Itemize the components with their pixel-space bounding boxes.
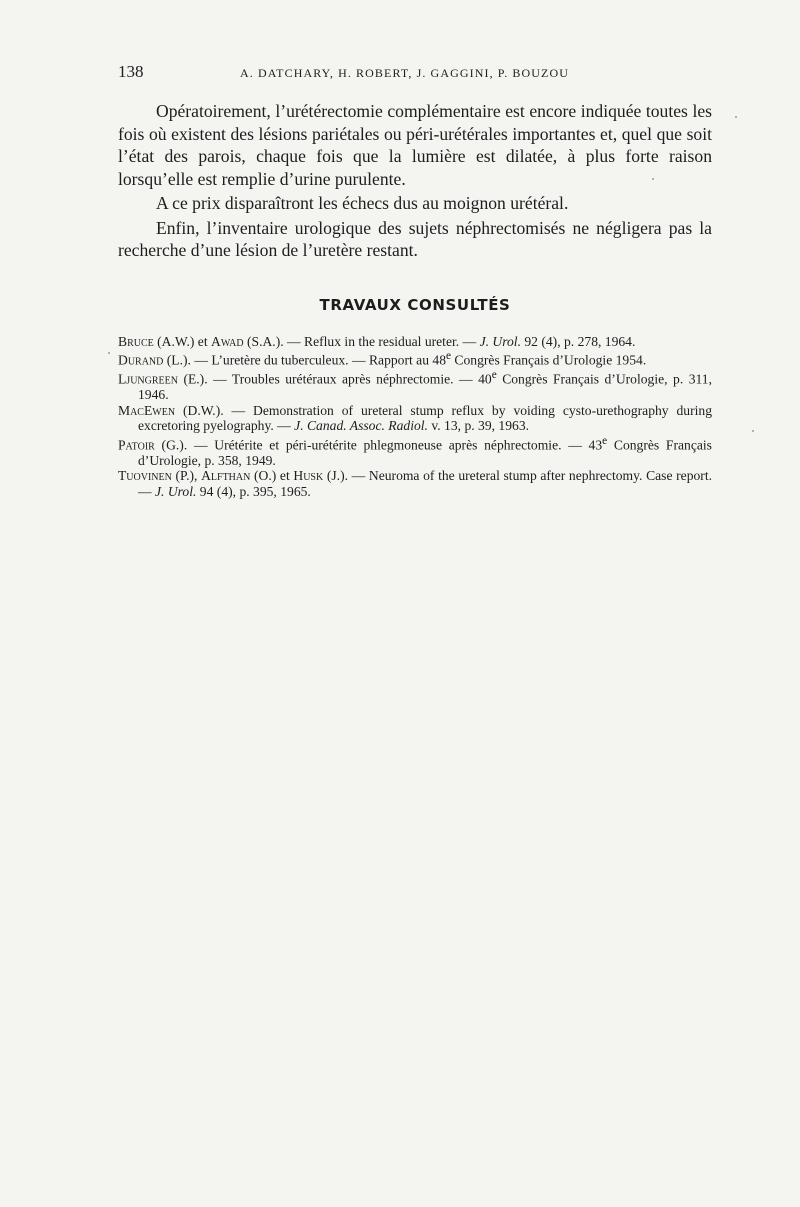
paragraph: A ce prix disparaîtront les échecs dus au moignon urétéral.: [156, 193, 569, 213]
ref-author: Ljungreen: [118, 371, 178, 387]
ref-text: (O.) et: [250, 468, 294, 484]
reference-item: [118, 368, 712, 403]
ref-text: (D.W.). — Demonstration of ureteral stump reflux by voiding cysto-urethography during excretoring pyelography. —: [138, 402, 712, 434]
reference-item: [118, 468, 712, 499]
scan-speck: [108, 352, 110, 354]
reference-item: [118, 403, 712, 434]
ref-text: (E.). — Troubles urétéraux après néphrectomie. — 40: [177, 371, 492, 387]
ref-author: Awad: [211, 333, 244, 349]
ref-author: Tuovinen: [118, 468, 172, 484]
reference-item: [118, 434, 712, 469]
ref-text: (G.). — Urétérite et péri-urétérite phlegmoneuse après néphrectomie. — 43: [154, 437, 603, 453]
ref-text: 92 (4), p. 278, 1964.: [520, 333, 636, 349]
section-title: TRAVAUX CONSULTÉS: [319, 295, 511, 314]
ref-text: v. 13, p. 39, 1963.: [427, 418, 530, 434]
ref-text: 94 (4), p. 395, 1965.: [196, 483, 311, 499]
scan-speck: [735, 116, 737, 118]
ref-text: Congrès Français d’Urologie, p. 311, 1946.: [138, 371, 712, 403]
paragraph: Opératoirement, l’urétérectomie complémentaire est encore indiquée toutes les fois où existent des lésions pariétales ou péri-urétérales importantes et, quel que soit l’état des parois, chaque fois que la lumière est dilatée, à plus forte raison lorsqu’elle est remplie d’urine purulente.: [118, 101, 712, 189]
page-content: [118, 62, 712, 499]
reference-list: [118, 334, 712, 500]
ref-text: (J.). — Neuroma of the ureteral stump after nephrectomy. Case report. —: [138, 468, 712, 499]
ref-text: (P.),: [171, 468, 202, 484]
ref-text: (S.A.). — Reflux in the residual ureter. —: [243, 333, 480, 349]
ref-author: Durand: [118, 352, 164, 368]
reference-item: [118, 349, 712, 368]
ref-journal: J. Urol.: [155, 483, 197, 499]
ref-author: Husk: [293, 468, 324, 484]
ref-author: Patoir: [118, 437, 155, 453]
paragraph: Enfin, l’inventaire urologique des sujets néphrectomisés ne négligera pas la recherche d’une lésion de l’uretère restant.: [118, 217, 712, 260]
ref-text: Congrès Français d’Urologie, p. 358, 1949.: [138, 437, 712, 468]
page-number: 138: [118, 62, 144, 81]
ref-author: Alfthan: [201, 468, 251, 484]
ref-author: Bruce: [118, 333, 154, 349]
body-text: [118, 100, 712, 262]
reference-item: [118, 334, 712, 350]
scan-speck: [752, 430, 754, 432]
ref-journal: J. Canad. Assoc. Radiol.: [294, 418, 428, 434]
running-head: [118, 62, 712, 90]
ref-text: Congrès Français d’Urologie 1954.: [451, 352, 647, 368]
ref-text: (A.W.) et: [153, 333, 212, 349]
ref-text: (L.). — L’uretère du tuberculeux. — Rapport au 48: [163, 352, 446, 368]
ref-author: MacEwen: [118, 402, 176, 418]
ref-journal: J. Urol.: [479, 333, 521, 349]
ref-superscript: e: [446, 350, 452, 362]
ref-superscript: e: [602, 434, 608, 447]
running-head-authors: A. DATCHARY, H. ROBERT, J. GAGGINI, P. BOUZOU: [240, 66, 570, 80]
ref-superscript: e: [491, 369, 497, 382]
